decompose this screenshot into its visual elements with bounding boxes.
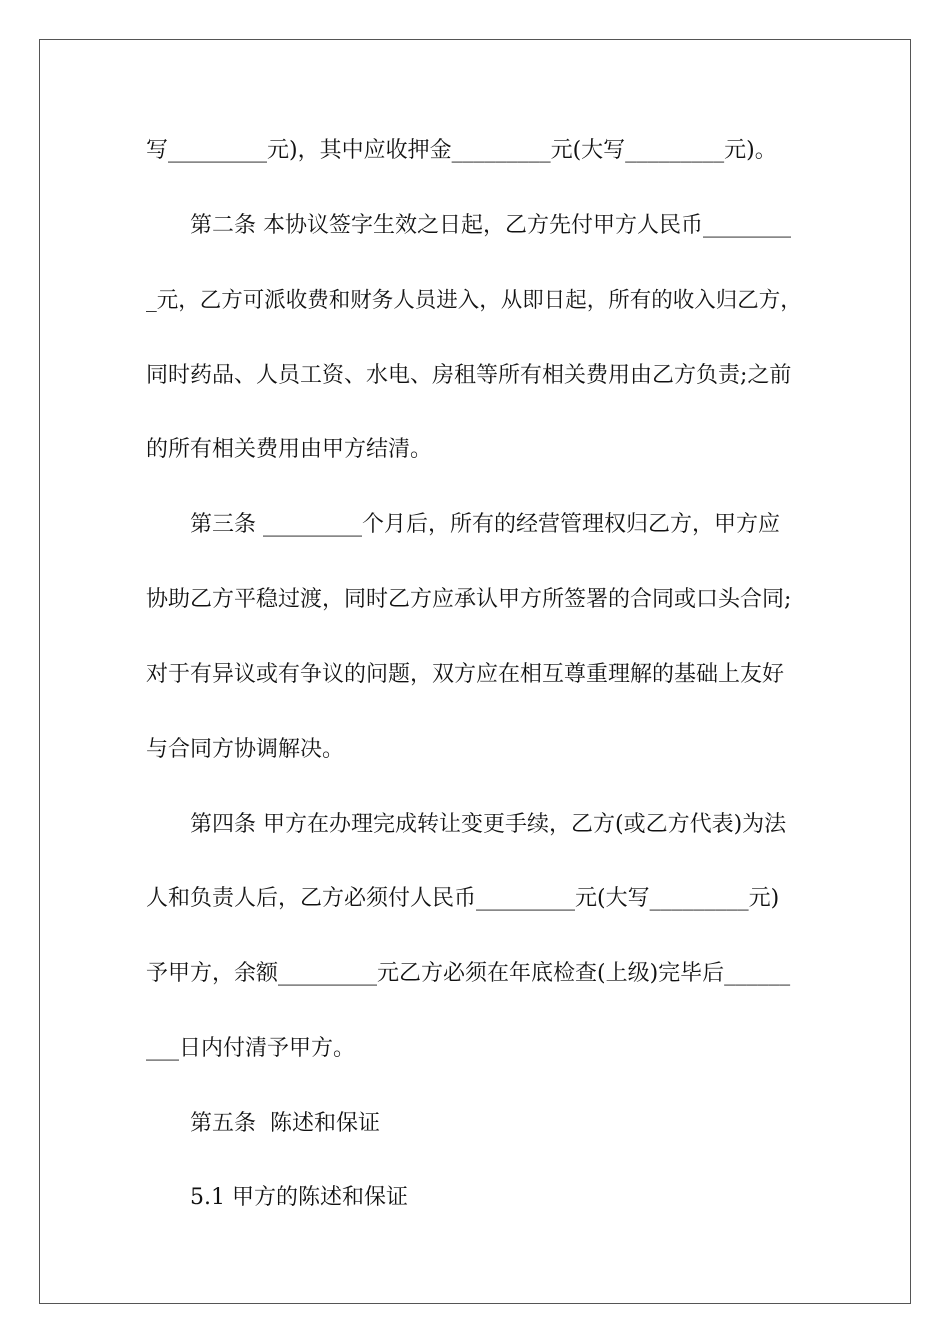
- section-heading: 第五条 陈述和保证: [190, 1111, 380, 1136]
- text-line: 与合同方协调解决。: [146, 737, 345, 762]
- text-line: 写_________元)，其中应收押金_________元(大写_________元)。: [146, 138, 777, 163]
- text-line: 第四条 甲方在办理完成转让变更手续，乙方(或乙方代表)为法: [190, 812, 787, 837]
- text-line: 予甲方，余额_________元乙方必须在年底检查(上级)完毕后______: [146, 961, 791, 986]
- text-line: 第三条 _________个月后，所有的经营管理权归乙方，甲方应: [190, 512, 780, 537]
- text-line: ___日内付清予甲方。: [146, 1036, 356, 1061]
- text-line: _元，乙方可派收费和财务人员进入，从即日起，所有的收入归乙方，: [146, 288, 802, 313]
- text-line: 第二条 本协议签字生效之日起，乙方先付甲方人民币________: [190, 213, 791, 238]
- text-line: 人和负责人后，乙方必须付人民币_________元(大写_________元): [146, 886, 780, 911]
- text-line: 的所有相关费用由甲方结清。: [146, 437, 433, 462]
- text-line: 对于有异议或有争议的问题，双方应在相互尊重理解的基础上友好: [146, 662, 785, 687]
- subsection-heading: 5.1 甲方的陈述和保证: [190, 1185, 408, 1210]
- text-line: 同时药品、人员工资、水电、房租等所有相关费用由乙方负责;之前: [146, 363, 792, 388]
- text-line: 协助乙方平稳过渡，同时乙方应承认甲方所签署的合同或口头合同;: [146, 587, 792, 612]
